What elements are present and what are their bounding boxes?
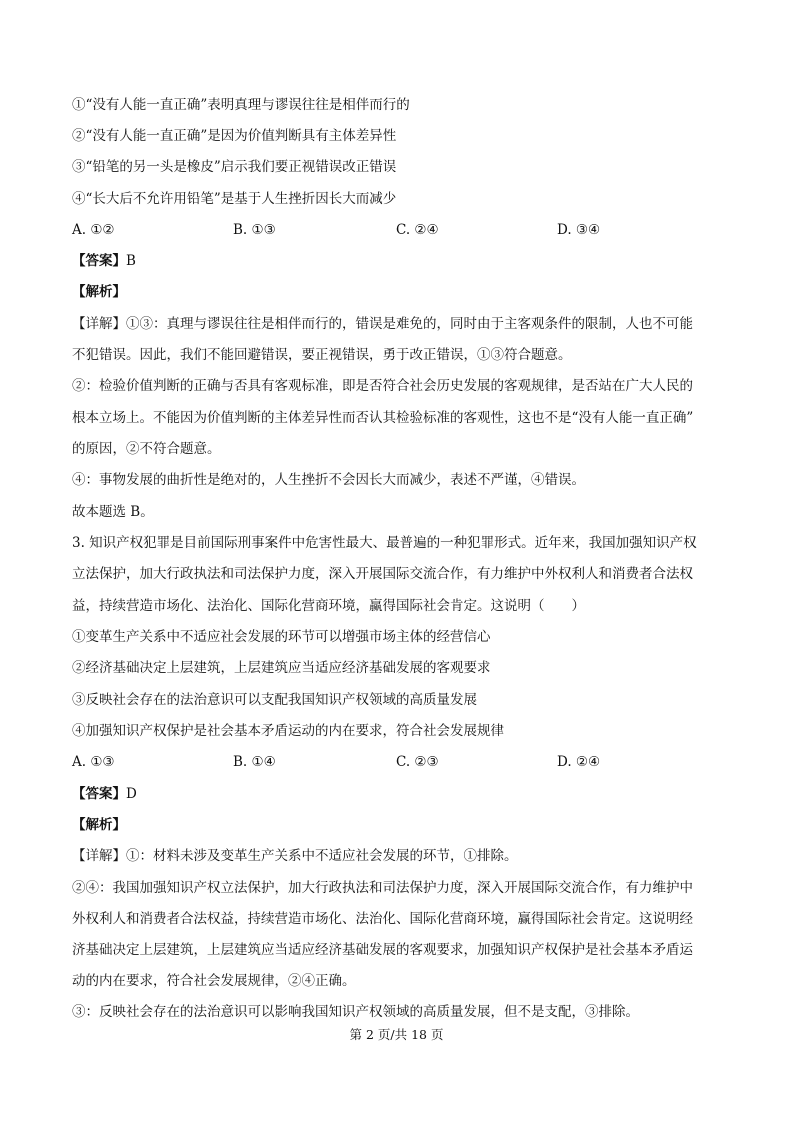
q3-option-d: D. ②④	[557, 754, 601, 770]
q3-explanation-line-1: 【详解】①：材料未涉及变革生产关系中不适应社会发展的环节，①排除。	[72, 848, 518, 864]
q2-item-4: ④“长大后不允许用铅笔”是基于人生挫折因长大而减少	[72, 191, 397, 207]
q2-explanation-line-7: 故本题选 B。	[72, 504, 154, 520]
q2-explanation-line-3: ②：检验价值判断的正确与否具有客观标准，即是否符合社会历史发展的客观规律，是否站在广大人民的	[72, 378, 693, 394]
q3-stem-line-3: 益，持续营造市场化、法治化、国际化营商环境，赢得国际社会肯定。这说明（ ）	[72, 598, 585, 614]
q3-stem-line-1: 3. 知识产权犯罪是目前国际刑事案件中危害性最大、最普遍的一种犯罪形式。近年来，我国加强知识产权	[72, 535, 697, 551]
page-footer: 第 2 页/共 18 页	[349, 1027, 444, 1042]
q3-explanation-line-4: 济基础决定上层建筑，上层建筑应当适应经济基础发展的客观要求，加强知识产权保护是社会基本矛盾运	[72, 942, 693, 958]
answer-tag: 【答案】	[72, 253, 126, 269]
q2-item-2: ②“没有人能一直正确”是因为价值判断具有主体差异性	[72, 128, 397, 144]
q3-explanation-line-2: ②④：我国加强知识产权立法保护，加大行政执法和司法保护力度，深入开展国际交流合作，有力维护中	[72, 880, 693, 896]
q2-options	[72, 220, 732, 240]
q3-stem-line-2: 立法保护，加大行政执法和司法保护力度，深入开展国际交流合作，有力维护中外权利人和消费者合法权	[72, 566, 693, 582]
q3-option-c: C. ②③	[396, 754, 439, 770]
q2-explanation-line-2: 不犯错误。因此，我们不能回避错误，要正视错误，勇于改正错误，①③符合题意。	[72, 347, 572, 363]
q2-option-b: B. ①③	[233, 222, 276, 238]
q2-analysis-tag: 【解析】	[72, 284, 126, 300]
q3-explanation-line-3: 外权利人和消费者合法权益，持续营造市场化、法治化、国际化营商环境，赢得国际社会肯定。这说明经	[72, 911, 693, 927]
q3-option-b: B. ①④	[233, 754, 276, 770]
q2-item-1: ①“没有人能一直正确”表明真理与谬误往往是相伴而行的	[72, 97, 410, 113]
q3-item-2: ②经济基础决定上层建筑，上层建筑应当适应经济基础发展的客观要求	[72, 660, 491, 676]
q2-explanation-line-5: 的原因，②不符合题意。	[72, 441, 221, 457]
q3-item-4: ④加强知识产权保护是社会基本矛盾运动的内在要求，符合社会发展规律	[72, 723, 504, 739]
q2-answer	[72, 251, 732, 271]
answer-value: B	[126, 253, 136, 269]
q3-answer	[72, 784, 732, 804]
q3-options	[72, 752, 732, 772]
q3-explanation-line-6: ③：反映社会存在的法治意识可以影响我国知识产权领域的高质量发展，但不是支配，③排除。	[72, 1004, 639, 1020]
q3-option-a: A. ①③	[72, 754, 115, 770]
q2-option-d: D. ③④	[557, 222, 601, 238]
q2-option-a: A. ①②	[72, 222, 115, 238]
q2-explanation-line-6: ④：事物发展的曲折性是绝对的，人生挫折不会因长大而减少，表述不严谨，④错误。	[72, 472, 585, 488]
answer-value: D	[126, 786, 137, 802]
answer-tag: 【答案】	[72, 786, 126, 802]
q2-item-3: ③“铅笔的另一头是橡皮”启示我们要正视错误改正错误	[72, 159, 397, 175]
q3-item-1: ①变革生产关系中不适应社会发展的环节可以增强市场主体的经营信心	[72, 629, 491, 645]
q2-explanation-line-1: 【详解】①③：真理与谬误往往是相伴而行的，错误是难免的，同时由于主客观条件的限制，人也不可能	[72, 316, 693, 332]
q3-explanation-line-5: 动的内在要求，符合社会发展规律，②④正确。	[72, 973, 356, 989]
q3-analysis-tag: 【解析】	[72, 817, 126, 833]
q2-explanation-line-4: 根本立场上。不能因为价值判断的主体差异性而否认其检验标准的客观性，这也不是“没有人能一直正确”	[72, 410, 694, 426]
q2-option-c: C. ②④	[396, 222, 439, 238]
q3-item-3: ③反映社会存在的法治意识可以支配我国知识产权领域的高质量发展	[72, 692, 477, 708]
